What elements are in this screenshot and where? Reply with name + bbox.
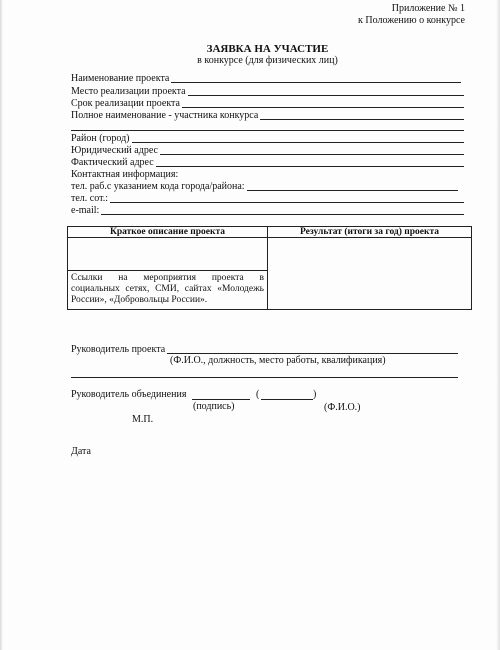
project-name-label: Наименование проекта xyxy=(71,73,170,84)
project-table xyxy=(67,226,472,310)
actual-address-label: Фактический адрес xyxy=(71,157,154,168)
legal-address-field[interactable] xyxy=(71,146,464,156)
result-header: Результат (итоги за год) проекта xyxy=(268,227,472,238)
appendix-reference: к Положению о конкурсе xyxy=(358,15,465,26)
project-leader-extra-line[interactable] xyxy=(71,377,458,378)
scan-left-edge xyxy=(0,0,3,650)
association-leader-label: Руководитель объединения xyxy=(71,389,187,400)
work-phone-line[interactable] xyxy=(247,190,458,191)
bracket-open: ( xyxy=(256,389,260,400)
signature-line[interactable] xyxy=(192,399,250,400)
table-header-row xyxy=(68,227,472,238)
links-text-line1: Ссылки на мероприятия проекта в xyxy=(71,273,264,283)
district-field[interactable] xyxy=(71,134,464,144)
bracket-close: ) xyxy=(313,389,317,400)
work-phone-label: тел. раб.с указанием кода города/района: xyxy=(71,181,245,192)
project-term-label: Срок реализации проекта xyxy=(71,98,180,109)
project-term-line[interactable] xyxy=(182,107,464,108)
full-name-field[interactable] xyxy=(71,111,464,121)
contact-info-label: Контактная информация: xyxy=(71,169,179,180)
scan-right-edge xyxy=(496,0,500,650)
legal-address-label: Юридический адрес xyxy=(71,145,158,156)
mobile-phone-label: тел. сот.: xyxy=(71,193,109,204)
project-leader-label: Руководитель проекта xyxy=(71,344,166,355)
mobile-phone-line[interactable] xyxy=(110,202,464,203)
project-term-field[interactable] xyxy=(71,99,464,109)
appendix-label: Приложение № 1 xyxy=(391,3,465,14)
signature-caption: (подпись) xyxy=(193,401,235,412)
project-place-label: Место реализации проекта xyxy=(71,86,186,97)
project-name-line[interactable] xyxy=(171,82,461,83)
email-label: e-mail: xyxy=(71,205,100,216)
project-name-field[interactable] xyxy=(71,74,461,84)
full-name-line[interactable] xyxy=(260,119,464,120)
fio-line[interactable] xyxy=(261,399,313,400)
result-cell[interactable] xyxy=(268,238,472,310)
actual-address-line[interactable] xyxy=(156,166,464,167)
full-name-label: Полное наименование - участника конкурса xyxy=(71,110,259,121)
table-row xyxy=(68,238,472,271)
email-field[interactable] xyxy=(71,206,464,216)
full-name-extra-line[interactable] xyxy=(71,130,464,131)
district-label: Район (город) xyxy=(71,133,130,144)
project-leader-field[interactable] xyxy=(71,345,458,355)
mobile-phone-field[interactable] xyxy=(71,194,464,204)
links-text-line3: России», «Добровольцы России». xyxy=(71,295,208,305)
description-cell[interactable] xyxy=(68,238,268,271)
date-label: Дата xyxy=(71,446,91,457)
email-line[interactable] xyxy=(101,214,464,215)
form-title: ЗАЯВКА НА УЧАСТИЕ xyxy=(206,43,329,55)
work-phone-field[interactable] xyxy=(71,182,458,192)
legal-address-line[interactable] xyxy=(160,154,464,155)
project-place-field[interactable] xyxy=(71,87,464,97)
description-header: Краткое описание проекта xyxy=(68,227,268,238)
district-line[interactable] xyxy=(132,142,464,143)
project-leader-line[interactable] xyxy=(167,353,458,354)
fio-caption: (Ф.И.О.) xyxy=(324,402,361,413)
stamp-label: М.П. xyxy=(132,414,154,425)
project-leader-caption: (Ф.И.О., должность, место работы, квалификация) xyxy=(170,355,386,366)
links-text-line2: социальных сетях, СМИ, сайтах «Молодежь xyxy=(71,284,264,294)
form-subtitle: в конкурсе (для физических лиц) xyxy=(197,55,338,66)
links-cell[interactable] xyxy=(68,271,268,310)
actual-address-field[interactable] xyxy=(71,158,464,168)
project-place-line[interactable] xyxy=(188,95,464,96)
